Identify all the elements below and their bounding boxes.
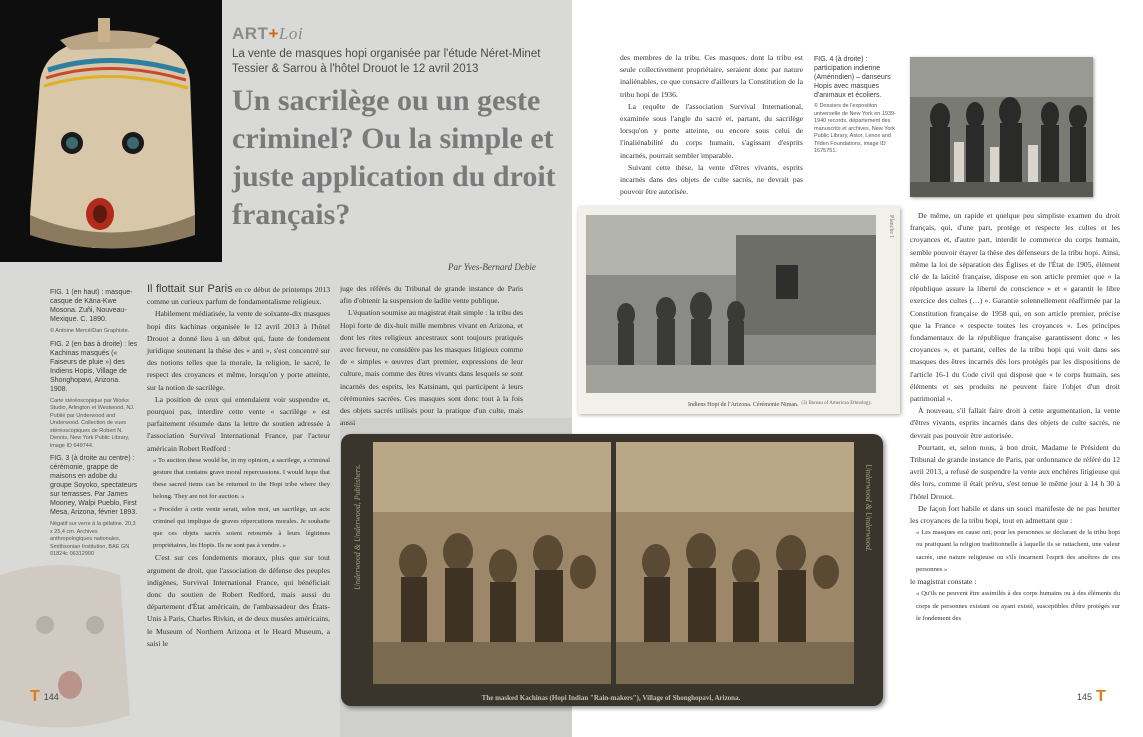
quote: « To auction these would be, in my opinion, a sacrilege, a criminal gesture that contains grave moral repercussions. I would hope that these sacred items can be returned to the Hopi tribe where they belong. They are not for auction. » — [153, 456, 330, 501]
paragraph: C'est sur ces fondements moraux, plus que sur tout argument de droit, que l'association de défense des peuples indigènes, Survival International France, qui bénéficiait donc du soutien de Robert Redford, mais aussi du département d'État américain, de l'ambassadeur des États-Unis à Paris, Charles Rivkin, et de deux musées américains, le Museum of Northern Arizona et le Heard Museum, a saisi le — [147, 553, 330, 648]
paragraph: La requête de l'association Survival International, examinée sous l'angle du sacré et, partant, du sacrilège lorsqu'on y porte atteinte, ou encore sous celui de l'inaliénabilité du corps humain, s'agissant d'esprits incarnés, pourrait sembler imparable. — [620, 101, 803, 160]
paragraph: La position de ceux qui entendaient voir suspendre et, pourquoi pas, interdire cette vente « sacrilège » est parfaitement résumée dans la lettre de soutien adressée à l'association Survival International France, par l'acteur américain Robert Redford : — [147, 394, 330, 453]
quote: « Les masques en cause ont, pour les personnes se déclarant de la tribu hopi ou pratiquant la religion traditionnelle à laquelle ils se rattachent, une valeur sacrée, une nature religieuse ou s'ils incarnent l'esprit des ancêtres de ces personnes » — [916, 529, 1120, 573]
page-number-right — [1077, 688, 1106, 706]
body-column-3 — [620, 52, 803, 198]
paragraph: Suivant cette thèse, la vente d'êtres vivants, esprits incarnés dans des objets de culte sacrés, ne devrait pas pouvoir être autorisée. — [620, 162, 803, 197]
folio-mark: T — [1096, 688, 1106, 705]
article-headline: Un sacrilège ou un geste criminel? Ou la simple et juste application du droit français? — [232, 84, 556, 231]
photo-fig3 — [578, 207, 900, 414]
page-number-left — [30, 688, 59, 706]
pueblo-photo-illustration — [586, 215, 876, 393]
caption-fig4-block — [814, 55, 902, 156]
photo-credit: (3) Bureau of American Ethnology. — [801, 401, 872, 406]
stereo-publisher-right: Underwood & Underwood. — [864, 464, 873, 552]
paragraph: des membres de la tribu. Ces masques, dont la tribu est seule collectivement propriétaire, seraient donc par nature inaliénables, ce que consacre d'ailleurs la Constitution de la tribu hopi de 1936. — [620, 53, 803, 99]
stereo-publisher-left: Underwood & Underwood, Publishers. — [353, 464, 362, 590]
masthead-loi: Loi — [278, 24, 304, 43]
caption-fig1-credit: © Antoine Mercé/Dan Graphiste. — [50, 328, 130, 334]
page-number: 145 — [1077, 692, 1093, 702]
stereo-image-left — [373, 442, 611, 684]
mask-photo-fig1 — [0, 0, 222, 262]
paragraph: De façon fort habile et dans un souci manifeste de ne pas heurter les croyances de la tribu hopi, tout en admettant que : — [910, 503, 1120, 526]
faded-mask-graphic — [0, 555, 150, 737]
kachinas-illustration — [373, 442, 611, 684]
caption-fig3-credit: Négatif sur verre à la gélatine. 20,3 x 25,4 cm. Archives anthropologiques nationales, Smithsonian Institution, BAE GN 01824c 06312900 — [50, 521, 136, 557]
photo-fig4 — [910, 57, 1093, 197]
lead-in: Il flottait sur Paris — [147, 283, 233, 295]
body-column-4 — [910, 210, 1120, 625]
masthead-plus: + — [268, 24, 279, 43]
caption-fig2: FIG. 2 (en bas à droite) : les Kachinas masqués (« Faiseurs de pluie ») des Indiens Hopis, Village de Shonghopavi, Arizona. 1908. — [50, 340, 138, 393]
article-subtitle: La vente de masques hopi organisée par l'étude Néret-Minet Tessier & Sarrou à l'hôtel Drouot le 12 avril 2013 — [232, 48, 541, 75]
figure-captions — [50, 288, 138, 563]
paragraph: De même, un rapide et quelque peu simpliste examen du droit français, qui, d'une part, protège et respecte les cultes et les croyances et, d'autre part, interdit le commerce du corps humain, semble pouvoir étayer la thèse des défenseurs de la tribu hopi. Ainsi, même la loi de séparation des Églises et de l'État de 1905, élément clé de la laïcité française, dispose en son article premier que « la république assure la liberté de conscience » et « garantit le libre exercice des cultes (…) ». Garantie solennellement réaffirmée par la Constitution française de 1958 qui, en son article premier, précise que la France « respecte toutes les croyances ». Les principes fondamentaux de la république française garantissent donc « les croyances », et partant, celles de la tribu hopi qui voit dans ses masques des êtres incarnés dès lors protégés par les dispositions de l'article 16-1 du Code civil qui dispose que « le corps humain, ses éléments et ses produits ne peuvent faire l'objet d'un droit patrimonial ». — [910, 211, 1120, 404]
masthead-art: ART — [232, 24, 269, 43]
paragraph: juge des référés du Tribunal de grande instance de Paris afin d'obtenir la suspension de ladite vente publique. — [340, 284, 523, 306]
paragraph: Habilement médiatisée, la vente de soixante-dix masques hopi dits kachinas organisée le 12 avril 2013 à l'hôtel Drouot a donné lieu à un début qui, faute de fondement juridique soutenant la thèse des « anti », s'est concentré sur des notions telles que la morale, la religion, le sacré, le respect des croyances et même, lorsqu'on y porte atteinte, sur la notion de sacrilège. — [147, 309, 330, 392]
paragraph: À nouveau, s'il fallait faire droit à cette argumentation, la vente d'êtres vivants, esprits incarnés dans des objets de culte sacrés, ne devrait pas pouvoir être autorisée. — [910, 406, 1120, 440]
paragraph: le magistrat constate : — [910, 577, 977, 587]
caption-fig4: FIG. 4 (à droite) : participation indienne (Amérindien) – danseurs Hopis avec masques d'animaux et écoliers. — [814, 56, 891, 99]
dancers-photo-illustration — [910, 57, 1093, 197]
ceremony-photo — [586, 215, 876, 393]
stereo-caption: The masked Kachinas (Hopi Indian "Rain-makers"), Village of Shonghopavi, Arizona. — [481, 694, 741, 702]
caption-fig4-credit: © Dossiers de l'exposition universelle de New York en 1939-1940 records, département des manuscrits et archives, New York Public Library, Astor, Lenox and Tilden Foundations, image ID 1675751. — [814, 103, 896, 154]
body-column-1 — [147, 283, 330, 650]
paragraph: L'équation soumise au magistrat était simple : la tribu des Hopi forte de dix-huit mille membres vivant en Arizona, et dont les rites religieux ancestraux sont toujours pratiqués avec ferveur, ne considère pas les masques litigieux comme de « simples » œuvres d'art premier, expressions de leur culture, mais comme des êtres vivants dans lesquels se sont incarnés des esprits, les Katsinam, qui participent à leurs cérémonies sacrées. Ces masques sont donc tout à la fois des objets sacrés utilisés pour la pratique d'un culte, mais aussi — [340, 308, 523, 428]
kachinas-illustration — [616, 442, 854, 684]
caption-fig3: FIG. 3 (à droite au centre) : cérémonie, grappe de maisons en adobe du groupe Soyoko, spectateurs sur terrasses. Par James Mooney, Walpi Pueblo, First Mesa, Arizona, février 1893. — [50, 455, 138, 516]
photo-caption: Indiens Hopi de l'Arizona. Cérémonie Niman. — [688, 402, 799, 408]
byline: Par Yves-Bernard Debie — [448, 262, 536, 272]
stereo-card-fig2 — [341, 434, 883, 706]
caption-fig1: FIG. 1 (en haut) : masque-casque de Kāna-Kwe Mosona. Zuñi, Nouveau-Mexique. C. 1890. — [50, 289, 133, 323]
paragraph: en ce début de printemps 2013 comme un curieux parfum de fondamentalisme religieux. — [147, 285, 331, 307]
body-column-2 — [340, 283, 523, 429]
caption-fig2-credit: Carte stéréoscopique par Works Studio, Arlington et Westwood, NJ. Publié par Underwood and Underwood. Collection de vues stéréoscopiques de Robert N. Dennis, New York Public Library, image ID 649744. — [50, 397, 135, 449]
folio-mark: T — [30, 688, 40, 705]
quote: « Procéder à cette vente serait, selon moi, un sacrilège, un acte criminel qui implique de graves répercutions morales. Je souhaite que ces objets sacrés soient retournés à leurs légitimes propriétaires, les Hopis. Ils ne sont pas à vendre. » — [153, 505, 330, 550]
plate-label: Planche I — [888, 215, 894, 238]
stereo-image-right — [616, 442, 854, 684]
mask-illustration — [0, 0, 222, 262]
paragraph: Pourtant, et, selon nous, à bon droit, Madame le Président du Tribunal de grande instance de Paris, par ordonnance de référé du 12 avril 2013, a refusé de suspendre la vente aux enchères litigieuse qui dès lors, comme il était prévu, s'est tenue le même jour à 14 h 30 à l'hôtel Drouot. — [910, 442, 1120, 501]
quote: « Qu'ils ne peuvent être assimilés à des corps humains ou à des éléments du corps de personnes existant ou ayant existé, susceptibles d'être protégés sur le fondement des — [916, 590, 1120, 622]
page-number: 144 — [43, 692, 59, 702]
section-masthead — [232, 24, 303, 44]
